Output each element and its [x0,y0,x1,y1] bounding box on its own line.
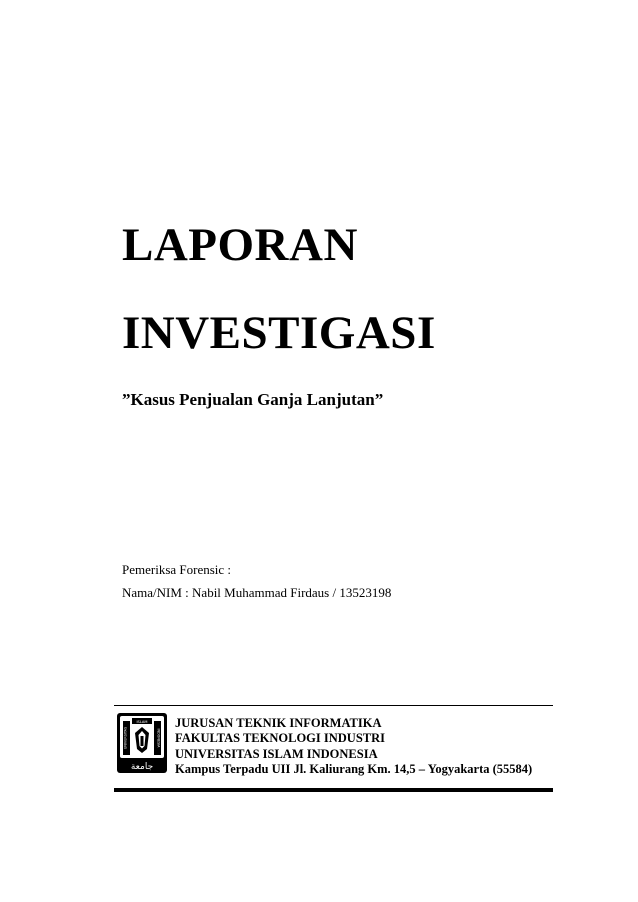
case-subtitle: ”Kasus Penjualan Ganja Lanjutan” [122,390,384,409]
university-name: UNIVERSITAS ISLAM INDONESIA [175,746,378,761]
examiner-identity: Nama/NIM : Nabil Muhammad Firdaus / 13523198 [122,585,392,600]
divider-bottom [114,788,553,792]
institution-block [175,716,532,777]
examiner-heading: Pemeriksa Forensic : [122,562,232,577]
uii-crest-icon [117,713,167,773]
title-line-1: LAPORAN [122,219,358,271]
logo-text-right: INDONESIA [156,728,161,748]
faculty-name: FAKULTAS TEKNOLOGI INDUSTRI [175,731,386,746]
logo-text-left: UNIVERSITAS [123,726,128,750]
logo-script: جامعة [130,762,154,772]
department-name: JURUSAN TEKNIK INFORMATIKA [175,716,382,730]
logo-text-top: ISLAM [136,719,148,724]
campus-address: Kampus Terpadu UII Jl. Kaliurang Km. 14,5 – Yogyakarta (55584) [175,761,533,776]
divider-top [114,705,553,706]
title-line-2: INVESTIGASI [122,307,436,359]
